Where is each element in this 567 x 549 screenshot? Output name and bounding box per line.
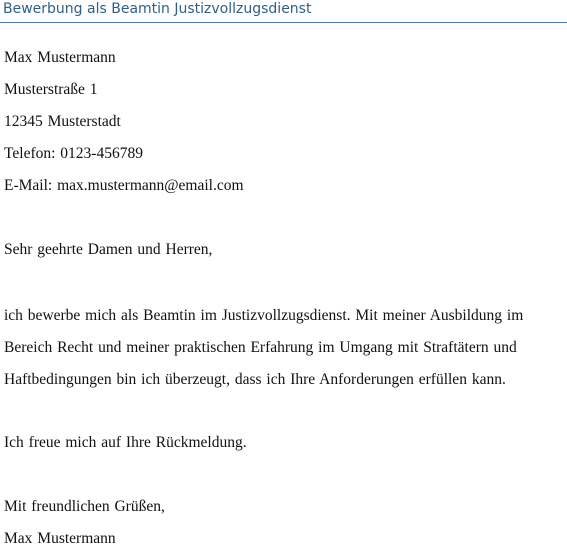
signature: Max Mustermann xyxy=(4,530,116,547)
closing: Mit freundlichen Grüßen, xyxy=(4,498,165,515)
sender-city: 12345 Musterstadt xyxy=(4,113,121,130)
sender-email: E-Mail: max.mustermann@email.com xyxy=(4,177,244,194)
salutation: Sehr geehrte Damen und Herren, xyxy=(4,241,213,258)
closing-sentence: Ich freue mich auf Ihre Rückmeldung. xyxy=(4,434,247,451)
sender-name: Max Mustermann xyxy=(4,49,116,66)
document-title: Bewerbung als Beamtin Justizvollzugsdienst xyxy=(3,1,312,17)
body-line: Haftbedingungen bin ich überzeugt, dass ich Ihre Anforderungen erfüllen kann. xyxy=(4,371,506,388)
sender-phone: Telefon: 0123-456789 xyxy=(4,145,143,162)
document-header xyxy=(0,0,567,23)
body-line: ich bewerbe mich als Beamtin im Justizvollzugsdienst. Mit meiner Ausbildung im xyxy=(4,307,524,324)
sender-street: Musterstraße 1 xyxy=(4,81,98,98)
body-line: Bereich Recht und meiner praktischen Erfahrung im Umgang mit Straftätern und xyxy=(4,339,517,356)
